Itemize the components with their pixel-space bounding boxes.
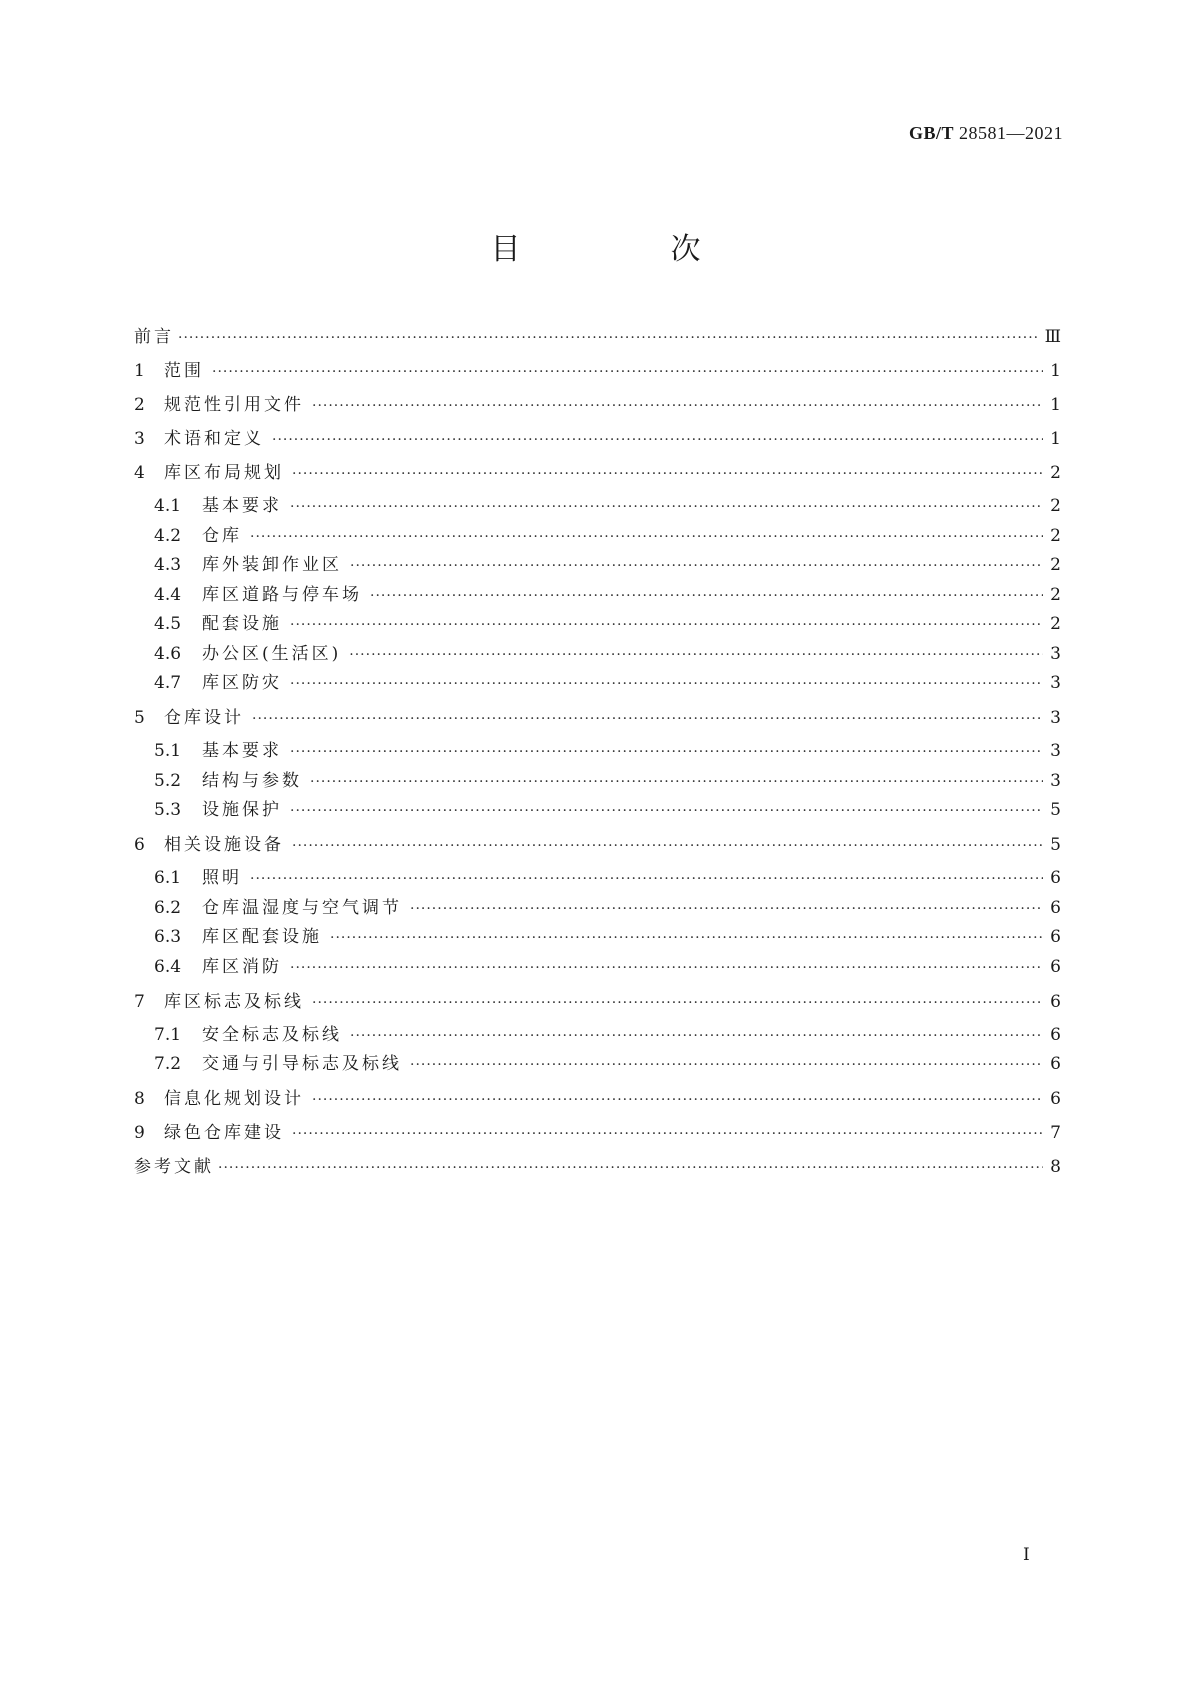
toc-leader-dots (310, 773, 1043, 791)
toc-leader-dots (212, 363, 1043, 381)
toc-subentry[interactable] (134, 585, 1061, 605)
toc-entry-number: 2 (134, 395, 145, 415)
toc-entry-page: 6 (1050, 897, 1061, 918)
toc-entry-label: 相关设施设备 (164, 835, 284, 855)
toc-entry[interactable] (134, 395, 1061, 415)
toc-subentry[interactable] (134, 868, 1061, 888)
toc-entry-label: 库外装卸作业区 (202, 555, 342, 575)
toc-entry[interactable] (134, 992, 1061, 1012)
toc-entry-page: 3 (1050, 770, 1061, 791)
toc-entry-number: 6.3 (154, 927, 182, 947)
toc-entry-label: 结构与参数 (202, 770, 302, 791)
toc-leader-dots (290, 498, 1043, 516)
toc-entry-page: 2 (1050, 584, 1061, 605)
toc-entry[interactable] (134, 708, 1061, 728)
toc-entry-label: 设施保护 (202, 800, 282, 820)
toc-leader-dots (292, 837, 1043, 855)
toc-leader-dots (292, 465, 1043, 483)
toc-leader-dots (410, 1056, 1043, 1074)
toc-entry-number: 5.2 (154, 770, 182, 791)
toc-entry-label: 库区防灾 (202, 673, 282, 693)
toc-leader-dots (250, 528, 1043, 546)
toc-entry-page: 3 (1050, 673, 1061, 693)
toc-leader-dots (370, 587, 1043, 605)
toc-entry-number: 4.4 (154, 584, 182, 605)
toc-entry-label: 规范性引用文件 (164, 395, 304, 415)
toc-subentry[interactable] (134, 644, 1061, 664)
toc-entry[interactable] (134, 1157, 1061, 1177)
toc-subentry[interactable] (134, 898, 1061, 918)
toc-entry-page: 6 (1050, 1024, 1061, 1045)
toc-entry-number: 6.1 (154, 868, 182, 888)
toc-entry-label: 库区标志及标线 (164, 991, 304, 1012)
toc-entry-page: 6 (1050, 1054, 1061, 1074)
toc-subentry[interactable] (134, 673, 1061, 693)
toc-entry-page: 7 (1050, 1123, 1061, 1143)
toc-entry-number: 7.1 (154, 1024, 182, 1045)
toc-subentry[interactable] (134, 496, 1061, 516)
toc-entry-label: 范围 (164, 361, 204, 381)
toc-entry-number: 9 (134, 1123, 145, 1143)
toc-leader-dots (350, 557, 1043, 575)
toc-entry-page: 1 (1050, 429, 1061, 449)
toc-entry-label: 基本要求 (202, 741, 282, 761)
toc-leader-dots (349, 646, 1043, 664)
toc-entry-number: 6 (134, 835, 145, 855)
toc-entry[interactable] (134, 835, 1061, 855)
toc-entry-label: 照明 (202, 868, 242, 888)
toc-subentry[interactable] (134, 927, 1061, 947)
toc-entry-label: 库区消防 (202, 956, 282, 977)
toc-subentry[interactable] (134, 614, 1061, 634)
toc-leader-dots (312, 397, 1043, 415)
toc-entry-label: 办公区(生活区) (202, 643, 342, 664)
toc-entry-number: 4.3 (154, 555, 182, 575)
toc-entry-label: 参考文献 (134, 1157, 214, 1177)
toc-entry-page: 6 (1050, 927, 1061, 947)
toc-entry-label: 交通与引导标志及标线 (202, 1054, 402, 1074)
toc-entry-number: 1 (134, 361, 145, 381)
toc-entry-label: 前言 (134, 327, 174, 347)
toc-leader-dots (290, 802, 1043, 820)
toc-subentry[interactable] (134, 526, 1061, 546)
toc-entry-number: 3 (134, 429, 145, 449)
toc-entry-label: 仓库设计 (164, 708, 244, 728)
toc-leader-dots (350, 1027, 1043, 1045)
toc-entry-page: 3 (1050, 741, 1061, 761)
toc-subentry[interactable] (134, 1054, 1061, 1074)
toc-entry-page: 2 (1050, 496, 1061, 516)
toc-entry-label: 仓库温湿度与空气调节 (202, 897, 402, 918)
toc-entry-page: 6 (1050, 991, 1061, 1012)
toc-entry-number: 4.1 (154, 496, 182, 516)
toc-entry[interactable] (134, 327, 1061, 347)
toc-entry[interactable] (134, 429, 1061, 449)
toc-entry-page: 2 (1050, 525, 1061, 546)
toc-leader-dots (250, 870, 1043, 888)
toc-leader-dots (312, 1091, 1043, 1109)
toc-entry-page: 5 (1050, 800, 1061, 820)
toc-entry-number: 6.4 (154, 956, 182, 977)
toc-entry-label: 仓库 (202, 525, 242, 546)
toc-subentry[interactable] (134, 800, 1061, 820)
toc-entry-page: 3 (1050, 708, 1061, 728)
toc-entry-number: 4.5 (154, 614, 182, 634)
toc-entry-number: 5 (134, 708, 145, 728)
toc-entry-number: 4.6 (154, 643, 182, 664)
page-number: I (1023, 1545, 1030, 1565)
toc-leader-dots (312, 994, 1043, 1012)
toc-leader-dots (330, 929, 1043, 947)
toc-entry-page: 6 (1050, 868, 1061, 888)
toc-entry-label: 库区道路与停车场 (202, 584, 362, 605)
toc-entry-page: 2 (1050, 555, 1061, 575)
toc-subentry[interactable] (134, 771, 1061, 791)
standard-code (909, 123, 1063, 144)
toc-title: 目 次 (490, 232, 761, 267)
toc-entry-page: 1 (1050, 395, 1061, 415)
toc-entry-number: 6.2 (154, 897, 182, 918)
toc-entry-label: 绿色仓库建设 (164, 1123, 284, 1143)
toc-entry-number: 5.3 (154, 800, 182, 820)
toc-entry-page: 2 (1050, 614, 1061, 634)
toc-entry-number: 4.7 (154, 673, 182, 693)
toc-entry-number: 8 (134, 1089, 145, 1109)
toc-entry-number: 4 (134, 463, 145, 483)
toc-leader-dots (178, 329, 1039, 347)
toc-leader-dots (292, 1125, 1043, 1143)
toc-entry-page: 1 (1050, 361, 1061, 381)
toc-entry-page: 6 (1050, 956, 1061, 977)
toc-leader-dots (290, 959, 1043, 977)
toc-entry-label: 基本要求 (202, 496, 282, 516)
toc-leader-dots (290, 743, 1043, 761)
toc-subentry[interactable] (134, 741, 1061, 761)
toc-entry[interactable] (134, 463, 1061, 483)
toc-entry-number: 7.2 (154, 1054, 182, 1074)
toc-entry[interactable] (134, 361, 1061, 381)
toc-subentry[interactable] (134, 957, 1061, 977)
toc-entry-number: 5.1 (154, 741, 182, 761)
toc-leader-dots (218, 1159, 1043, 1177)
toc-leader-dots (290, 616, 1043, 634)
toc-entry-label: 信息化规划设计 (164, 1089, 304, 1109)
toc-entry-label: 配套设施 (202, 614, 282, 634)
toc-entry-label: 库区布局规划 (164, 463, 284, 483)
toc-entry[interactable] (134, 1089, 1061, 1109)
toc-entry-page: 5 (1050, 835, 1061, 855)
toc-entry[interactable] (134, 1123, 1061, 1143)
toc-leader-dots (252, 710, 1043, 728)
toc-subentry[interactable] (134, 1025, 1061, 1045)
toc-entry-number: 4.2 (154, 525, 182, 546)
toc-leader-dots (290, 675, 1043, 693)
toc-leader-dots (410, 900, 1043, 918)
standard-code-prefix: GB/T (908, 123, 954, 143)
standard-code-number: 28581—2021 (959, 123, 1063, 143)
toc-entry-number: 7 (134, 991, 145, 1012)
toc-entry-label: 安全标志及标线 (202, 1024, 342, 1045)
toc-entry-page: 2 (1050, 463, 1061, 483)
toc-entry-label: 术语和定义 (164, 429, 264, 449)
toc-entry-page: 3 (1050, 643, 1061, 664)
toc-entry-page: 8 (1050, 1157, 1061, 1177)
toc-entry-page: 6 (1050, 1089, 1061, 1109)
toc-subentry[interactable] (134, 555, 1061, 575)
toc-entry-label: 库区配套设施 (202, 927, 322, 947)
toc-entry-page: Ⅲ (1044, 327, 1061, 347)
toc-leader-dots (272, 431, 1043, 449)
